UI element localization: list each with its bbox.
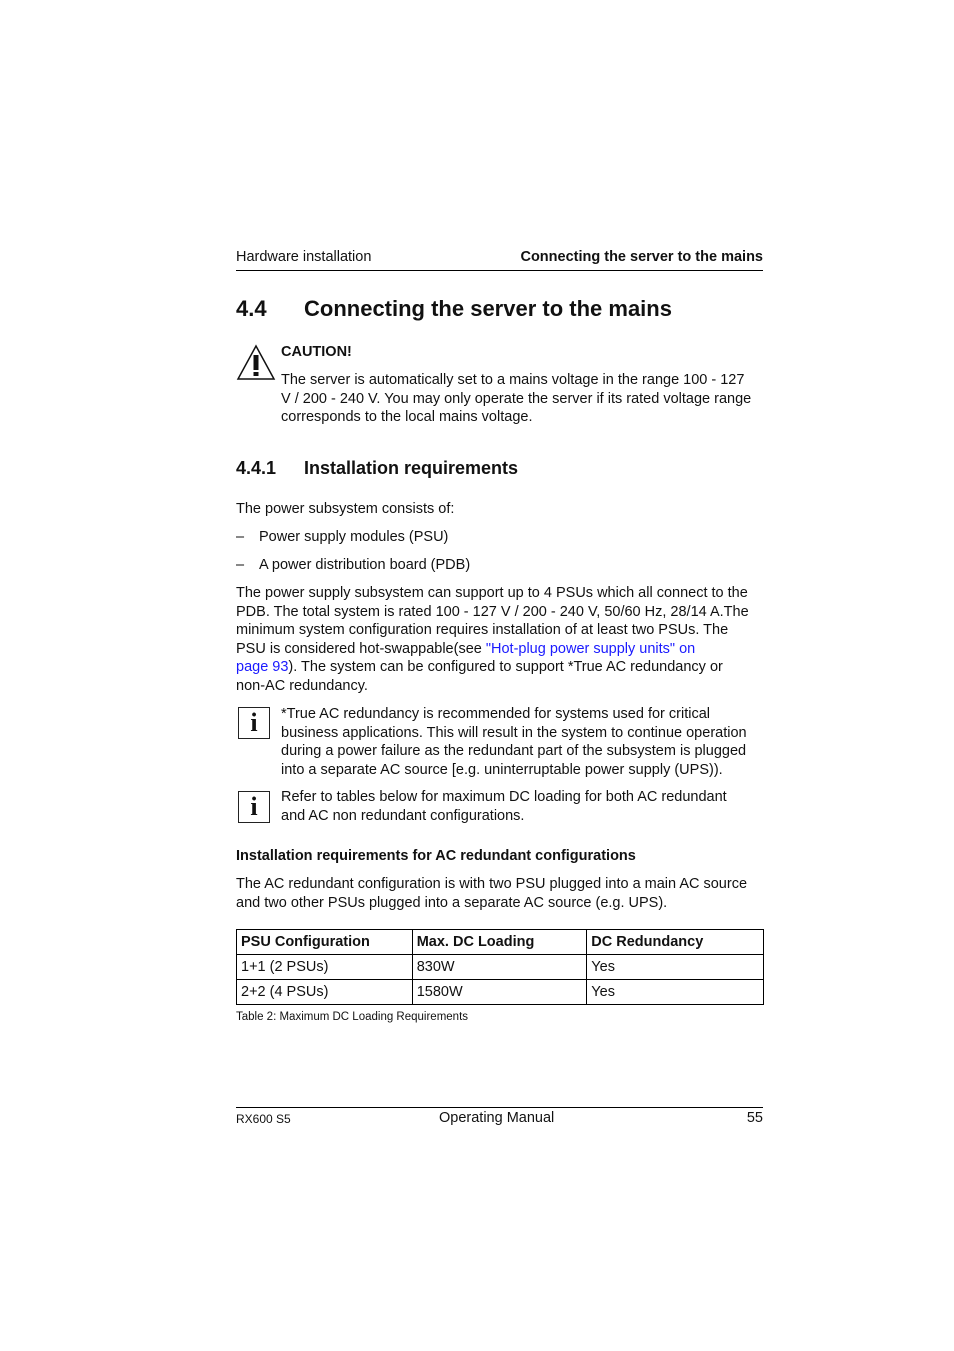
paragraph-line: minimum system configuration requires installation of at least two PSUs. The xyxy=(236,622,729,638)
caution-line: The server is automatically set to a mains voltage in the range 100 - 127 xyxy=(281,372,745,388)
running-header xyxy=(236,249,763,271)
hotplug-link[interactable]: "Hot-plug power supply units" on xyxy=(485,640,696,657)
paragraph-line: and two other PSUs plugged into a separate AC source (e.g. UPS). xyxy=(236,894,668,911)
page-number: 55 xyxy=(746,1110,763,1126)
info-icon: i xyxy=(238,791,270,823)
footer-manual: Operating Manual xyxy=(439,1110,555,1126)
caution-title: CAUTION! xyxy=(281,344,352,360)
list-item-text: Power supply modules (PSU) xyxy=(259,529,449,545)
table-cell: 1+1 (2 PSUs) xyxy=(237,955,413,980)
paragraph-line: The power supply subsystem can support up to 4 PSUs which all connect to the xyxy=(236,585,748,601)
caution-line: corresponds to the local mains voltage. xyxy=(281,409,533,425)
list-item-text: A power distribution board (PDB) xyxy=(259,557,471,573)
section-heading xyxy=(236,296,672,322)
table-cell: 830W xyxy=(412,955,587,980)
info-icon: i xyxy=(238,707,270,739)
note-line: business applications. This will result in the system to continue operation xyxy=(281,724,747,741)
section-title: Connecting the server to the mains xyxy=(304,296,672,321)
note-line: during a power failure as the redundant part of the subsystem is plugged xyxy=(281,743,747,759)
note-line: into a separate AC source [e.g. uninterruptable power supply (UPS)). xyxy=(281,761,723,778)
table-row xyxy=(237,980,764,1005)
list-item xyxy=(236,556,471,575)
hotplug-link-page[interactable]: page 93 xyxy=(236,659,289,675)
table-cell: 2+2 (4 PSUs) xyxy=(237,980,413,1005)
table-header-cell: PSU Configuration xyxy=(237,930,413,955)
paragraph-line: PDB. The total system is rated 100 - 127 V / 200 - 240 V, 50/60 Hz, 28/14 A.The xyxy=(236,603,749,620)
list-dash: – xyxy=(236,529,245,545)
subsection-number: 4.4.1 xyxy=(236,458,277,478)
paragraph-text: PSU is considered hot-swappable(see xyxy=(236,640,486,657)
paragraph-line: non-AC redundancy. xyxy=(236,677,368,694)
dc-loading-table xyxy=(236,929,764,1005)
paragraph-text: ). The system can be configured to support *True AC redundancy or xyxy=(288,659,723,675)
list-dash: – xyxy=(236,557,245,573)
table-cell: 1580W xyxy=(412,980,587,1005)
footer-model: RX600 S5 xyxy=(236,1112,291,1126)
intro-text: The power subsystem consists of: xyxy=(236,501,455,517)
power-paragraph xyxy=(236,584,766,695)
table-header-row xyxy=(237,930,764,955)
table-header-cell: DC Redundancy xyxy=(587,930,764,955)
paragraph-line xyxy=(236,640,766,659)
warning-icon xyxy=(236,344,276,382)
section-number: 4.4 xyxy=(236,296,267,321)
table-cell: Yes xyxy=(587,955,764,980)
caution-line: V / 200 - 240 V. You may only operate the server if its rated voltage range xyxy=(281,390,752,407)
paragraph-line: The AC redundant configuration is with two PSU plugged into a main AC source xyxy=(236,876,748,892)
caution-text xyxy=(281,371,766,427)
header-section: Connecting the server to the mains xyxy=(520,249,763,265)
page-footer xyxy=(236,1107,763,1132)
list-item xyxy=(236,528,449,547)
table-subheading: Installation requirements for AC redundant configurations xyxy=(236,848,636,864)
subsection-heading xyxy=(236,458,518,479)
info-note xyxy=(281,705,766,779)
note-line: *True AC redundancy is recommended for systems used for critical xyxy=(281,706,710,722)
subsection-title: Installation requirements xyxy=(304,458,519,478)
table-caption: Table 2: Maximum DC Loading Requirements xyxy=(236,1011,469,1023)
table-header-cell: Max. DC Loading xyxy=(412,930,587,955)
header-chapter: Hardware installation xyxy=(236,249,372,265)
redundancy-paragraph xyxy=(236,875,766,912)
paragraph-line xyxy=(236,658,766,677)
note-line: and AC non redundant configurations. xyxy=(281,807,525,824)
note-line: Refer to tables below for maximum DC loading for both AC redundant xyxy=(281,789,727,805)
table-cell: Yes xyxy=(587,980,764,1005)
info-note xyxy=(281,788,766,825)
table-row xyxy=(237,955,764,980)
